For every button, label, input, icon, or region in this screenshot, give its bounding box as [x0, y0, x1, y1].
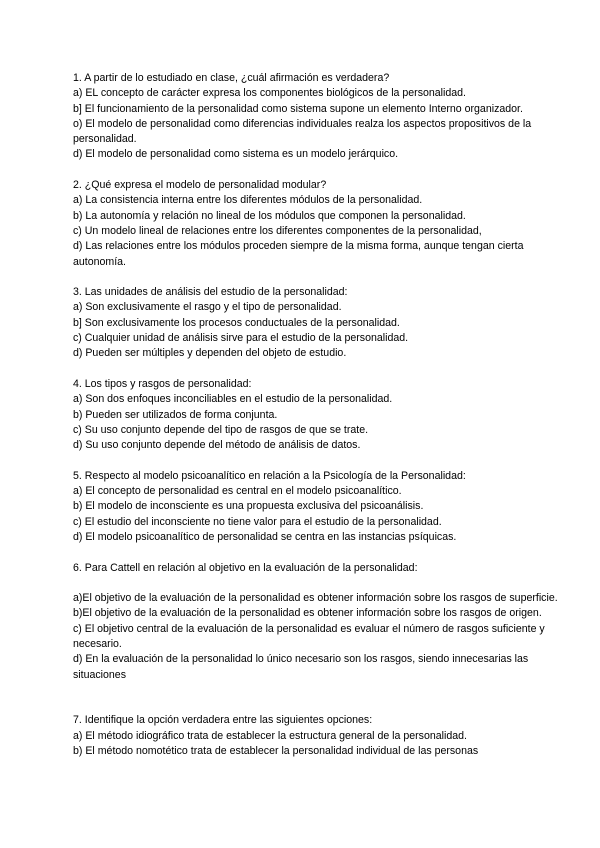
- option-a: a) Son exclusivamente el rasgo y el tipo de personalidad.: [73, 301, 342, 314]
- option-d: d) Las relaciones entre los módulos proceden siempre de la misma forma, aunque tengan cierta autonomía.: [73, 240, 524, 268]
- question-5: [73, 469, 573, 545]
- option-a: a) Son dos enfoques inconciliables en el estudio de la personalidad.: [73, 393, 393, 406]
- question-6: [73, 561, 573, 683]
- option-b: b) El método nomotético trata de establecer la personalidad individual de las personas: [73, 745, 479, 758]
- option-c: c) El estudio del inconsciente no tiene valor para el estudio de la personalidad.: [73, 515, 442, 528]
- question-1: [73, 71, 573, 163]
- option-b: b] Son exclusivamente los procesos conductuales de la personalidad.: [73, 316, 400, 329]
- option-b: b) El modelo de inconsciente es una propuesta exclusiva del psicoanálisis.: [73, 500, 424, 513]
- question-text: 3. Las unidades de análisis del estudio de la personalidad:: [73, 286, 348, 299]
- option-a: a) EL concepto de carácter expresa los componentes biológicos de la personalidad.: [73, 87, 466, 100]
- option-c: c) El objetivo central de la evaluación de la personalidad es evaluar el número de rasgos suficiente y necesario.: [73, 622, 545, 650]
- option-c: c) Cualquier unidad de análisis sirve para el estudio de la personalidad.: [73, 332, 409, 345]
- option-a: a) La consistencia interna entre los diferentes módulos de la personalidad.: [73, 194, 423, 207]
- option-b: b) La autonomía y relación no lineal de los módulos que componen la personalidad.: [73, 209, 466, 222]
- option-d: d) Pueden ser múltiples y dependen del objeto de estudio.: [73, 347, 347, 360]
- option-c: c) Su uso conjunto depende del tipo de rasgos de que se trate.: [73, 423, 369, 436]
- option-b: b] El funcionamiento de la personalidad como sistema supone un elemento Interno organizador.: [73, 102, 523, 115]
- option-c: o) El modelo de personalidad como diferencias individuales realza los aspectos propositivos de la personalidad.: [73, 117, 532, 146]
- option-b: b) Pueden ser utilizados de forma conjunta.: [73, 408, 278, 421]
- question-text: 6. Para Cattell en relación al objetivo en la evaluación de la personalidad:: [73, 561, 418, 574]
- question-7: [73, 713, 573, 759]
- question-text: 2. ¿Qué expresa el modelo de personalidad modular?: [73, 179, 327, 192]
- option-d: d) Su uso conjunto depende del método de análisis de datos.: [73, 439, 361, 452]
- question-3: [73, 285, 573, 361]
- option-d: d) El modelo de personalidad como sistema es un modelo jerárquico.: [73, 148, 399, 161]
- question-text: 1. A partir de lo estudiado en clase, ¿cuál afirmación es verdadera?: [73, 72, 390, 84]
- question-text: 5. Respecto al modelo psicoanalítico en relación a la Psicología de la Personalidad:: [73, 469, 466, 482]
- option-b: b)El objetivo de la evaluación de la personalidad es obtener información sobre los rasgos de origen.: [73, 607, 542, 620]
- question-4: [73, 377, 573, 453]
- option-d: d) El modelo psicoanalítico de personalidad se centra en las instancias psíquicas.: [73, 530, 457, 543]
- question-text: 4. Los tipos y rasgos de personalidad:: [73, 377, 252, 390]
- option-a: a)El objetivo de la evaluación de la personalidad es obtener información sobre los rasgos de superficie.: [73, 592, 558, 605]
- option-d: d) En la evaluación de la personalidad lo único necesario son los rasgos, siendo innecesarias las situaciones: [73, 653, 529, 681]
- question-2: [73, 178, 573, 270]
- option-a: a) El concepto de personalidad es central en el modelo psicoanalítico.: [73, 485, 402, 498]
- document-page: [73, 71, 573, 775]
- question-text: 7. Identifique la opción verdadera entre las siguientes opciones:: [73, 714, 373, 727]
- option-c: c) Un modelo lineal de relaciones entre los diferentes componentes de la personalidad,: [73, 224, 482, 237]
- option-a: a) El método idiográfico trata de establecer la estructura general de la personalidad.: [73, 729, 467, 742]
